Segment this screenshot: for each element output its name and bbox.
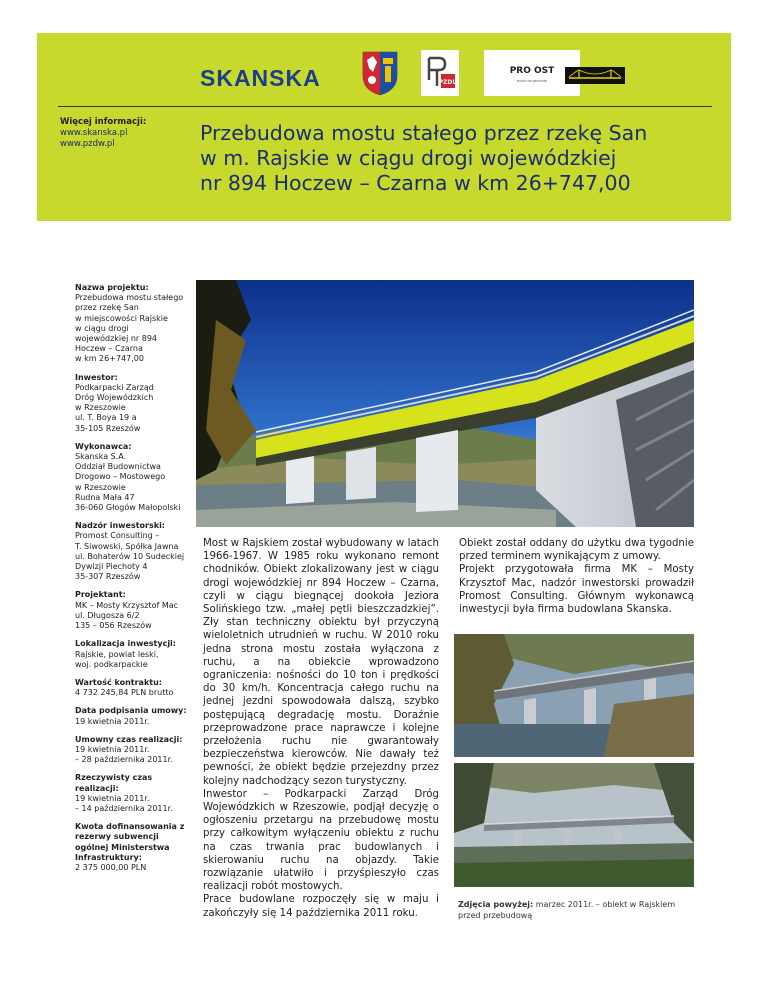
svg-text:PRO OST: PRO OST — [509, 66, 555, 76]
sidebar-section-designer: Projektant: MK – Mosty Krzysztof Mac ul. Długosza 6/2 135 – 056 Rzeszów — [75, 590, 179, 631]
link-pzdw[interactable]: www.pzdw.pl — [60, 139, 115, 149]
coat-of-arms-logo — [361, 50, 399, 96]
svg-text:BIURO PROJEKTOWE: BIURO PROJEKTOWE — [516, 79, 548, 83]
article-paragraph: Obiekt został oddany do użytku dwa tygodnie przed terminem wynikającym z umowy. — [459, 538, 694, 563]
header-divider — [58, 106, 712, 107]
sidebar-section-supervision: Nadzór inwestorski: Promost Consulting – T. Siwowski, Spółka Jawna ul. Bohaterów 10 Sudeckiej Dywizji Piechoty 4 35-307 Rzeszów — [75, 521, 185, 582]
svg-text:PZDU: PZDU — [438, 79, 458, 86]
sidebar-section-project-name: Nazwa projektu: Przebudowa mostu stałego przez rzekę San w miejscowości Rajskie w ciągu drogi wojewódzkiej nr 894 Hoczew – Czarna w km 26+747,00 — [75, 283, 184, 364]
caption-text: marzec 2011r. – obiekt w Rajskiem przed przebudową — [458, 900, 676, 920]
sidebar-section-actual-period: Rzeczywisty czas realizacji: 19 kwietnia 2011r. – 14 października 2011r. — [75, 773, 173, 813]
article-paragraph: Inwestor – Podkarpacki Zarząd Dróg Wojewódzkich w Rzeszowie, podjął decyzję o ogłoszeniu przetargu na przebudowę mostu przy całkowitym wyłączeniu obiektu z ruchu na czas trwania prac budowlanych i skierowaniu ruchu na objazdy. Takie rozwiązanie ułatwiło i przyśpieszyło czas realizacji robót mostowych. — [203, 788, 439, 893]
caption-label: Zdjęcia powyżej: — [458, 900, 534, 909]
article-column-2 — [459, 537, 694, 616]
article-paragraph: Most w Rajskiem został wybudowany w latach 1966-1967. W 1985 roku wykonano remont chodników. Obiekt zlokalizowany jest w ciągu drogi wojewódzkiej nr 894 Hoczew – Czarna, czyli w ciągu biegnącej dookoła Jeziora Solińskiego tzw. „małej pętli bieszczadzkiej”. Zły stan techniczny obiektu był przyczyną wieloletnich utrudnień w ruchu. W 2010 roku jedna strona mostu została wyłączona z ruchu, a na obiekcie wprowadzono ograniczenia: nośności do 10 ton i prędkości do 30 km/h. Koncentracja całego ruchu na jednej jezdni spowodowała dalszą, szybko postępującą degradację mostu. Doraźnie przeprowadzone prace naprawcze i kolejne przełożenia ruchu nie gwarantowały bezpieczeństwa kierowców. Nie dawały też pewności, że obiekt będzie przejezdny przez kolejny nadchodzący sezon turystyczny. — [203, 538, 439, 787]
sidebar-section-contract-period: Umowny czas realizacji: 19 kwietnia 2011r. – 28 października 2011r. — [75, 734, 183, 765]
page-title: Przebudowa mostu stałego przez rzekę San w m. Rajskie w ciągu drogi wojewódzkiej nr 894 Hoczew – Czarna w km 26+747,00 — [200, 121, 648, 195]
more-info-title: Więcej informacji: — [60, 117, 147, 127]
skanska-logo: SKANSKA — [200, 65, 321, 91]
sidebar-section-signing-date: Data podpisania umowy: 19 kwietnia 2011r. — [75, 706, 187, 726]
more-info-block — [60, 117, 146, 150]
bridge-logo — [565, 67, 625, 84]
article-paragraph: Projekt przygotowała firma MK – Mosty Krzysztof Mac, nadzór inwestorski prowadził Promost Consulting. Głównym wykonawcą inwestycji była firma budowlana Skanska. — [459, 564, 694, 616]
old-bridge-photo-2 — [454, 763, 694, 887]
pzdu-logo — [421, 50, 459, 96]
link-skanska[interactable]: www.skanska.pl — [60, 128, 128, 138]
sidebar-section-contract-value: Wartość kontraktu: 4 732 245,84 PLN brutto — [75, 677, 174, 698]
project-details-sidebar — [75, 283, 187, 881]
photo-caption — [458, 900, 698, 921]
header-banner — [37, 33, 731, 221]
sidebar-section-investor: Inwestor: Podkarpacki Zarząd Dróg Wojewódzkich w Rzeszowie ul. T. Boya 19 a 35-105 Rzeszów — [75, 372, 154, 433]
article-paragraph: Prace budowlane rozpoczęły się w maju i zakończyły się 14 października 2011 roku. — [203, 894, 439, 919]
old-bridge-photo-1 — [454, 634, 694, 757]
sidebar-section-funding: Kwota dofinansowania z rezerwy subwencji ogólnej Ministerstwa Infrastruktury: 2 375 000,00 PLN — [75, 822, 185, 872]
article-column-1 — [203, 537, 439, 920]
sidebar-section-contractor: Wykonawca: Skanska S.A. Oddział Budownictwa Drogowo – Mostowego w Rzeszowie Rudna Mała 47 36-060 Głogów Małopolski — [75, 441, 181, 513]
new-bridge-photo — [196, 280, 694, 527]
sidebar-section-location: Lokalizacja inwestycji: Rajskie, powiat leski, woj. podkarpackie — [75, 639, 176, 669]
